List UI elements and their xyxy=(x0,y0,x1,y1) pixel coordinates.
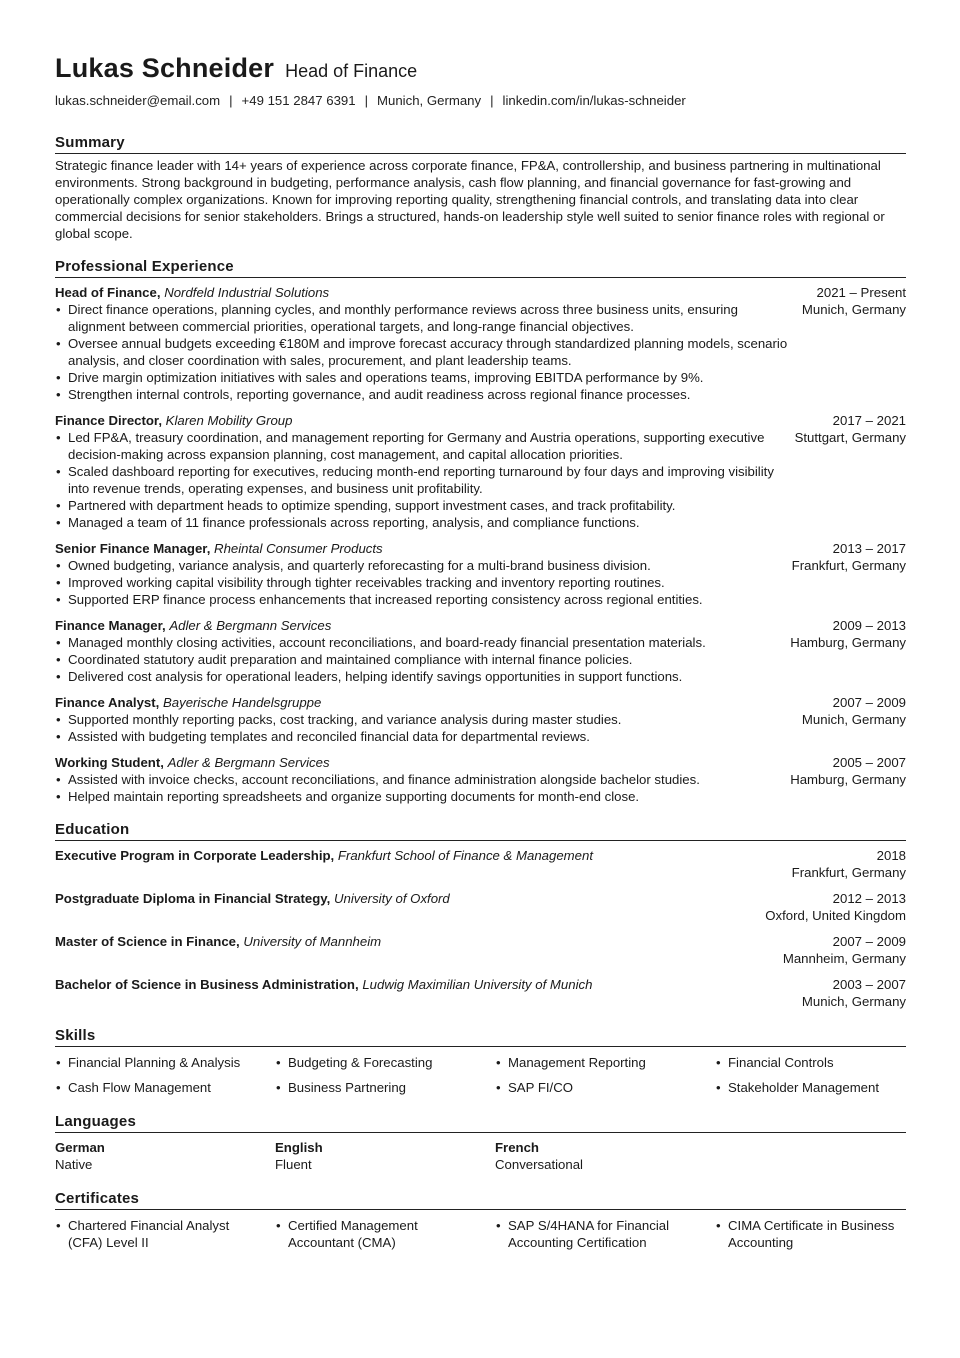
job-location: Munich, Germany xyxy=(801,302,906,317)
education-dates: 2007 – 2009 xyxy=(832,934,906,949)
section-heading: Summary xyxy=(55,134,906,154)
education-dates: 2018 xyxy=(876,848,906,863)
education-location: Frankfurt, Germany xyxy=(791,865,906,880)
certificates-grid xyxy=(55,1217,906,1251)
job-header-row xyxy=(55,540,906,557)
job-bullet: • Delivered cost analysis for operational leaders, helping identify savings opportunities in support functions. xyxy=(55,668,778,685)
job-body-row xyxy=(55,711,906,745)
job-dates: 2021 – Present xyxy=(816,285,906,300)
job-dates: 2017 – 2021 xyxy=(832,413,906,428)
education-entry xyxy=(55,933,906,967)
resume-header xyxy=(55,52,906,84)
section-heading: Skills xyxy=(55,1027,906,1047)
education-title-line xyxy=(55,933,821,950)
education-section xyxy=(55,821,906,1010)
education-dates: 2003 – 2007 xyxy=(832,977,906,992)
job-role: Finance Director, xyxy=(55,413,162,428)
job-bullet: • Supported ERP finance process enhancements that increased reporting consistency across regional entities. xyxy=(55,591,780,608)
skill-item: • Financial Planning & Analysis xyxy=(55,1054,275,1071)
job-bullet: • Supported monthly reporting packs, cost tracking, and variance analysis during master studies. xyxy=(55,711,790,728)
section-heading: Professional Experience xyxy=(55,258,906,278)
job-bullet: • Assisted with invoice checks, account reconciliations, and finance administration alongside bachelor studies. xyxy=(55,771,778,788)
job-location: Hamburg, Germany xyxy=(790,772,906,787)
job-role: Working Student, xyxy=(55,755,164,770)
job-bullet: • Drive margin optimization initiatives with sales and operations teams, improving EBITDA performance by 9%. xyxy=(55,369,790,386)
job-role: Head of Finance, xyxy=(55,285,161,300)
job-bullet: • Helped maintain reporting spreadsheets and organize supporting documents for month-end close. xyxy=(55,788,778,805)
job-entry xyxy=(55,754,906,805)
job-title-line xyxy=(55,540,821,557)
job-bullet: • Oversee annual budgets exceeding €180M and improve forecast accuracy through standardized planning models, scenario analysis, and closer coordination with sales, procurement, and plant leadership teams. xyxy=(55,335,790,369)
skill-item: • Management Reporting xyxy=(495,1054,715,1071)
job-bullet: • Owned budgeting, variance analysis, and quarterly reforecasting for a multi-brand business division. xyxy=(55,557,780,574)
job-bullet: • Assisted with budgeting templates and reconciled financial data for departmental reviews. xyxy=(55,728,790,745)
job-company: Klaren Mobility Group xyxy=(165,413,293,428)
section-heading: Certificates xyxy=(55,1190,906,1210)
languages-grid xyxy=(55,1139,906,1173)
skill-item: • Stakeholder Management xyxy=(715,1079,906,1096)
job-bullets xyxy=(55,634,778,685)
education-location: Mannheim, Germany xyxy=(782,951,906,966)
job-title-line xyxy=(55,284,805,301)
job-body-row xyxy=(55,301,906,403)
summary-text: Strategic finance leader with 14+ years of experience across corporate finance, FP&A, controllership, and business partnering in multinational environments. Strong background in budgeting, performance analysis, cash flow planning, and financial governance for fast-growing and operationally complex organizations. Known for improving reporting quality, strengthening financial controls, and translating data into clear commercial decisions for senior stakeholders. Brings a structured, hands-on leadership style well suited to senior finance roles with regional or global scope. xyxy=(55,158,885,241)
contact-linkedin[interactable]: linkedin.com/in/lukas-schneider xyxy=(502,93,686,108)
contact-line xyxy=(55,92,906,109)
job-bullet: • Managed monthly closing activities, account reconciliations, and board-ready financial presentation materials. xyxy=(55,634,778,651)
job-header-row xyxy=(55,617,906,634)
education-title-line xyxy=(55,847,865,864)
education-school: Frankfurt School of Finance & Management xyxy=(337,848,593,863)
job-bullets xyxy=(55,301,790,403)
skill-item: • Cash Flow Management xyxy=(55,1079,275,1096)
certificate-item: • SAP S/4HANA for Financial Accounting Certification xyxy=(495,1217,715,1251)
job-company: Adler & Bergmann Services xyxy=(169,618,332,633)
job-entry xyxy=(55,694,906,745)
job-bullet: • Led FP&A, treasury coordination, and management reporting for Germany and Austria operations, supporting executive decision-making across expansion planning, cost management, and capital allocation priorities. xyxy=(55,429,783,463)
job-company: Adler & Bergmann Services xyxy=(167,755,330,770)
education-location: Oxford, United Kingdom xyxy=(765,908,906,923)
contact-separator: | xyxy=(364,93,369,108)
job-company: Nordfeld Industrial Solutions xyxy=(164,285,330,300)
education-entry xyxy=(55,976,906,1010)
job-header-row xyxy=(55,694,906,711)
job-header-row xyxy=(55,412,906,429)
job-bullet: • Improved working capital visibility through tighter receivables tracking and inventory reporting routines. xyxy=(55,574,780,591)
job-title-line xyxy=(55,617,821,634)
education-degree: Executive Program in Corporate Leadership, xyxy=(55,848,335,863)
job-bullet: • Strengthen internal controls, reporting governance, and audit readiness across regional finance processes. xyxy=(55,386,790,403)
job-bullets xyxy=(55,429,783,531)
experience-section xyxy=(55,258,906,805)
job-dates: 2007 – 2009 xyxy=(832,695,906,710)
job-header-row xyxy=(55,754,906,771)
job-bullet: • Direct finance operations, planning cycles, and monthly performance reviews across three business units, ensuring alignment between commercial priorities, operational targets, and long-range financial objectives. xyxy=(55,301,790,335)
education-title-line xyxy=(55,976,821,993)
language-name: German xyxy=(55,1140,105,1155)
language-level: Native xyxy=(55,1157,93,1172)
certificate-item: • Certified Management Accountant (CMA) xyxy=(275,1217,495,1251)
skill-item: • Business Partnering xyxy=(275,1079,495,1096)
education-title-line xyxy=(55,890,821,907)
job-company: Rheintal Consumer Products xyxy=(214,541,383,556)
education-school: Ludwig Maximilian University of Munich xyxy=(362,977,593,992)
language-item xyxy=(55,1139,275,1173)
certificates-section xyxy=(55,1190,906,1251)
job-role: Finance Analyst, xyxy=(55,695,160,710)
job-dates: 2009 – 2013 xyxy=(832,618,906,633)
job-dates: 2005 – 2007 xyxy=(832,755,906,770)
job-entry xyxy=(55,540,906,608)
contact-separator: | xyxy=(229,93,233,108)
job-entry xyxy=(55,617,906,685)
skill-item: • Financial Controls xyxy=(715,1054,906,1071)
candidate-title: Head of Finance xyxy=(285,61,418,81)
education-degree: Bachelor of Science in Business Administration, xyxy=(55,977,359,992)
job-location: Stuttgart, Germany xyxy=(794,430,906,445)
language-item xyxy=(495,1139,715,1173)
job-location: Hamburg, Germany xyxy=(790,635,906,650)
language-name: English xyxy=(275,1140,323,1155)
resume-page xyxy=(55,0,906,1251)
job-bullets xyxy=(55,711,790,745)
job-location: Munich, Germany xyxy=(801,712,906,727)
contact-separator: | xyxy=(490,93,494,108)
language-level: Fluent xyxy=(275,1157,312,1172)
education-degree: Master of Science in Finance, xyxy=(55,934,240,949)
job-title-line xyxy=(55,412,821,429)
job-location: Frankfurt, Germany xyxy=(791,558,906,573)
certificate-item: • Chartered Financial Analyst (CFA) Level II xyxy=(55,1217,275,1251)
languages-section xyxy=(55,1113,906,1173)
education-entry xyxy=(55,890,906,924)
section-heading: Education xyxy=(55,821,906,841)
job-bullet: • Partnered with department heads to optimize spending, support investment cases, and track profitability. xyxy=(55,497,783,514)
education-dates: 2012 – 2013 xyxy=(832,891,906,906)
education-list xyxy=(55,847,906,1010)
language-item xyxy=(275,1139,495,1173)
job-entry xyxy=(55,284,906,403)
contact-email[interactable]: lukas.schneider@email.com xyxy=(55,93,221,108)
skill-item: • SAP FI/CO xyxy=(495,1079,715,1096)
education-degree: Postgraduate Diploma in Financial Strategy, xyxy=(55,891,331,906)
education-entry xyxy=(55,847,906,881)
job-body-row xyxy=(55,771,906,805)
job-header-row xyxy=(55,284,906,301)
contact-location: Munich, Germany xyxy=(377,93,482,108)
candidate-name: Lukas Schneider xyxy=(55,53,275,83)
job-title-line xyxy=(55,754,821,771)
job-bullet: • Managed a team of 11 finance professionals across reporting, analysis, and compliance functions. xyxy=(55,514,783,531)
section-heading: Languages xyxy=(55,1113,906,1133)
skills-grid xyxy=(55,1054,906,1096)
job-body-row xyxy=(55,429,906,531)
job-role: Finance Manager, xyxy=(55,618,166,633)
job-body-row xyxy=(55,557,906,608)
skills-section xyxy=(55,1027,906,1096)
job-bullet: • Coordinated statutory audit preparation and maintained compliance with internal finance policies. xyxy=(55,651,778,668)
education-school: University of Oxford xyxy=(333,891,450,906)
job-bullets xyxy=(55,771,778,805)
job-dates: 2013 – 2017 xyxy=(832,541,906,556)
job-company: Bayerische Handelsgruppe xyxy=(162,695,322,710)
job-entry xyxy=(55,412,906,531)
education-school: University of Mannheim xyxy=(243,934,382,949)
job-role: Senior Finance Manager, xyxy=(55,541,211,556)
education-location: Munich, Germany xyxy=(801,994,906,1009)
language-level: Conversational xyxy=(495,1157,583,1172)
skill-item: • Budgeting & Forecasting xyxy=(275,1054,495,1071)
summary-section xyxy=(55,134,906,242)
job-bullet: • Scaled dashboard reporting for executives, reducing month-end reporting turnaround by four days and improving visibility into revenue trends, operating expenses, and business unit profitability. xyxy=(55,463,783,497)
job-bullets xyxy=(55,557,780,608)
certificate-item: • CIMA Certificate in Business Accounting xyxy=(715,1217,906,1251)
job-body-row xyxy=(55,634,906,685)
language-name: French xyxy=(495,1140,539,1155)
contact-phone: +49 151 2847 6391 xyxy=(241,93,356,108)
job-title-line xyxy=(55,694,821,711)
experience-list xyxy=(55,284,906,805)
